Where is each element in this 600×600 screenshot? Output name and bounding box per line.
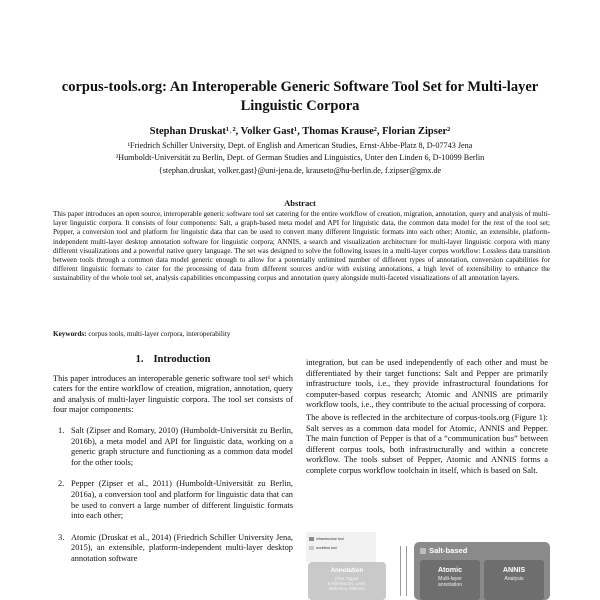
list-number: 2.: [58, 479, 65, 489]
section-title: Introduction: [153, 354, 211, 365]
annis-name: ANNIS: [502, 565, 526, 574]
salt-based-box: [414, 542, 550, 600]
figure-legend: [306, 532, 376, 562]
keywords-line: [53, 330, 550, 338]
affiliation-1: ¹Friedrich Schiller University, Dept. of English and American Studies, Ernst-Abbe-Platz 8, D-07743 Jena: [127, 141, 473, 150]
left-column: [53, 355, 293, 576]
abstract-heading: Abstract: [284, 198, 316, 208]
connector-line: [400, 546, 401, 596]
list-number: 1.: [58, 425, 65, 435]
architecture-figure: [306, 532, 550, 600]
salt-label: [420, 546, 467, 555]
annotation-tool-line: EXMARaLDA, UAM,: [327, 581, 367, 586]
list-text: Atomic (Druskat et al., 2014) (Friedrich Schiller University Jena, 2015), an extensible, platform-independent multi-layer desktop annotation software: [71, 532, 293, 563]
author-list: Stephan Druskat¹˒², Volker Gast¹, Thomas Krause², Florian Zipser²: [149, 126, 451, 137]
keywords-text: corpus tools, multi-layer corpora, interoperability: [88, 330, 231, 338]
legend-swatch: [309, 546, 314, 550]
salt-label-text: Salt-based: [429, 546, 468, 555]
connector-line: [406, 546, 407, 596]
legend-item: [309, 546, 337, 550]
keywords-label: Keywords:: [53, 330, 87, 338]
right-paragraph: The above is reflected in the architecture of corpus-tools.org (Figure 1): Salt serves as a common data model for Atomic, ANNIS and Pepper. The main function of Pepper is that of a “communication bus” between different corpus tools, both infrastructurally and within a concrete workflow. The tools subset of Pepper, Atomic and ANNIS forms a complete corpus workflow toolchain in itself, which is based on Salt.: [306, 412, 548, 475]
annis-desc-line: Analysis: [504, 576, 524, 582]
legend-swatch: [309, 537, 314, 541]
list-number: 3.: [58, 532, 65, 542]
list-text: Salt (Zipser and Romary, 2010) (Humboldt-Universität zu Berlin, 2016b), a meta model and API for linguistic data, working on a generic graph structure and functioning as a common data model for the other tools;: [71, 425, 293, 467]
annotation-tool-line: (Tree Tagger,: [334, 576, 360, 581]
email-line: {stephan.druskat, volker.gast}@uni-jena.de, krauseto@hu-berlin.de, f.zipser@gmx.de: [158, 166, 442, 175]
affiliation-2: ²Humboldt-Universität zu Berlin, Dept. of German Studies and Linguistics, Unter den Linden 6, D-10099 Berlin: [115, 153, 485, 162]
paper-title: corpus-tools.org: An Interoperable Generic Software Tool Set for Multi-layer Linguistic Corpora: [61, 79, 539, 114]
list-item: [53, 426, 293, 468]
atomic-box: [420, 560, 480, 600]
legend-label: workflow tool: [316, 546, 337, 550]
salt-icon: [420, 548, 426, 554]
annotation-tool-line: WebAnno, MMAX2,: [328, 586, 366, 591]
annotation-box: [308, 562, 386, 600]
section-heading: [53, 355, 293, 366]
annotation-title: Annotation: [330, 567, 364, 574]
annis-box: [484, 560, 544, 600]
atomic-name: Atomic: [437, 565, 463, 574]
annotation-tools: [308, 576, 386, 591]
atomic-desc-line: Multi-layer: [438, 576, 462, 582]
atomic-desc: [420, 576, 480, 589]
list-text: Pepper (Zipser et al., 2011) (Humboldt-Universität zu Berlin, 2016a), a conversion tool and platform for linguistic data that can be used to convert a large number of different linguistic formats into each other;: [71, 479, 293, 521]
right-column: [306, 358, 548, 479]
section-number: 1.: [135, 354, 144, 365]
abstract-text: This paper introduces an open source, interoperable generic software tool set catering for the entire workflow of creation, migration, annotation, query and analysis of multi-layer linguistic corpora. It consists of four components: Salt, a graph-based meta model and API for linguistic data, the common data model for the rest of the tool set; Pepper, a conversion tool and platform for linguistic data that can be used to convert many different linguistic formats into each other; Atomic, an extensible, platform-independent multi-layer desktop annotation software for linguistic corpora; ANNIS, a search and visualization architecture for multi-layer linguistic corpora with many different visualizations and a powerful native query language. The set was designed to solve the following issues in a multi-layer corpus workflow: Lossless data transition between tools through a common data model generic enough to allow for a potentially unlimited number of different types of annotation, conversion capabilities for different linguistic formats to cater for the processing of data from different sources and/or with existing annotations, a high level of extensibility to enhance the sustainability of the whole tool set, analysis capabilities encompassing corpus and annotation query alongside multi-faceted visualizations of all annotation layers.: [53, 210, 550, 283]
intro-paragraph: This paper introduces an interoperable generic software tool set¹ which caters for the entire workflow of creation, migration, annotation, query and analysis of multi-layer linguistic corpora. The tool set consists of four major components:: [53, 373, 293, 415]
annis-desc: [484, 576, 544, 582]
legend-item: [309, 537, 344, 541]
legend-label: infrastructure tool: [316, 537, 344, 541]
list-item: [53, 533, 293, 565]
right-paragraph: integration, but can be used independently of each other and must be differentiated by their target functions: Salt and Pepper are primarily infrastructure tools, i.e., they provide infrastructural foundations for computer-based corpus research; Atomic and ANNIS are primarily workflow tools, i.e., they contribute to the actual processing of corpora.: [306, 358, 548, 410]
atomic-desc-line: annotation: [437, 582, 463, 589]
list-item: [53, 479, 293, 521]
